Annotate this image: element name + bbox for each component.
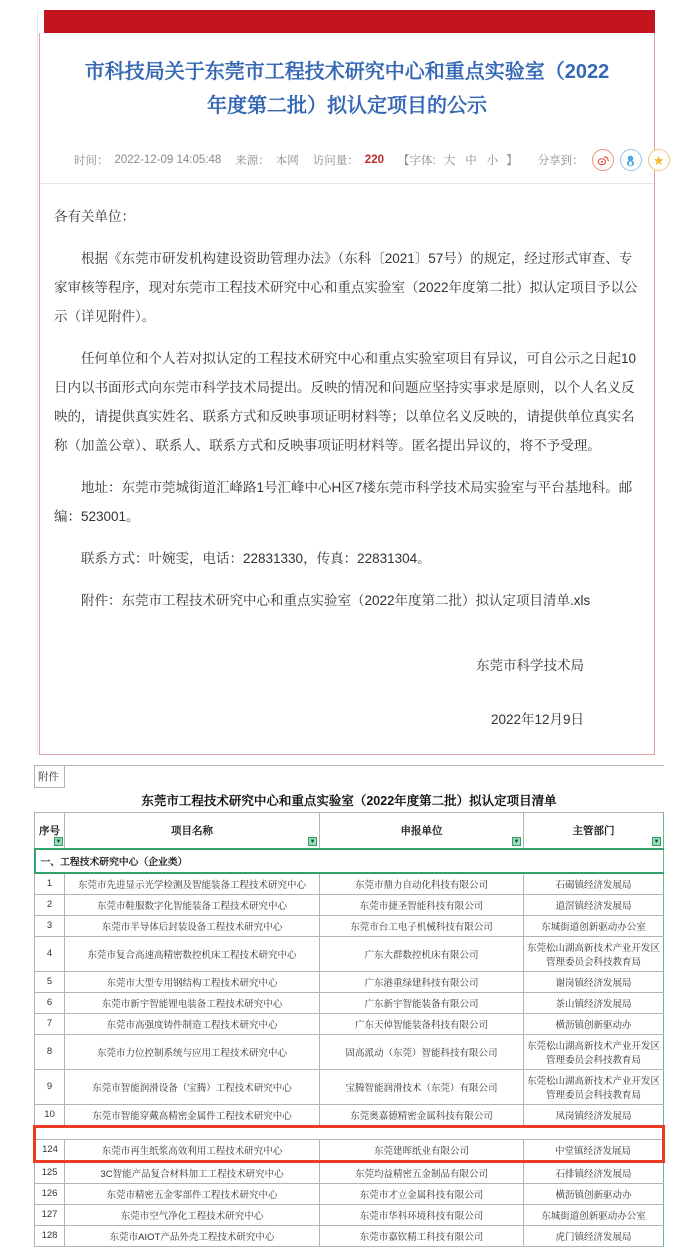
row-no: 6 bbox=[35, 992, 65, 1013]
applicant-name: 东莞均益精密五金制品有限公司 bbox=[320, 1161, 524, 1183]
source-label: 来源： bbox=[235, 155, 270, 167]
row-no: 127 bbox=[35, 1204, 65, 1225]
project-name: 3C智能产品复合材料加工工程技术研究中心 bbox=[65, 1161, 320, 1183]
dept-name: 东城街道创新驱动办公室 bbox=[524, 1204, 664, 1225]
row-no: 128 bbox=[35, 1225, 65, 1246]
applicant-name: 宝腾智能润滑技术（东莞）有限公司 bbox=[320, 1069, 524, 1104]
document-body bbox=[40, 184, 654, 638]
table-row bbox=[35, 1161, 664, 1183]
table-row bbox=[35, 1104, 664, 1126]
project-table bbox=[33, 765, 665, 1247]
applicant-name: 广东大群数控机床有限公司 bbox=[320, 936, 524, 971]
table-row bbox=[35, 1183, 664, 1204]
table-row bbox=[35, 1034, 664, 1069]
paragraph-objection: 任何单位和个人若对拟认定的工程技术研究中心和重点实验室项目有异议，可自公示之日起10日内以书面形式向东莞市科学技术局提出。反映的情况和问题应坚持实事求是原则，以个人名义反映的，请提供真实姓名、联系方式和反映事项证明材料等；以单位名义反映的，请提供单位真实名称（加盖公章）、联系人、联系方式和反映事项证明材料等。匿名提出异议的，将不予受理。 bbox=[54, 351, 637, 454]
table-row bbox=[35, 894, 664, 915]
applicant-name: 广东港重绿建科技有限公司 bbox=[320, 971, 524, 992]
signature-agency: 东莞市科学技术局 bbox=[476, 658, 584, 674]
salutation: 各有关单位： bbox=[54, 209, 135, 224]
applicant-name: 固高派动（东莞）智能科技有限公司 bbox=[320, 1034, 524, 1069]
row-no: 125 bbox=[35, 1161, 65, 1183]
applicant-name: 东莞市才立金属科技有限公司 bbox=[320, 1183, 524, 1204]
table-row bbox=[35, 915, 664, 936]
project-name: 东莞市大型专用钢结构工程技术研究中心 bbox=[65, 971, 320, 992]
dept-name: 虎门镇经济发展局 bbox=[524, 1225, 664, 1246]
table-row bbox=[35, 1069, 664, 1104]
column-header-dept-label: 主管部门 bbox=[572, 824, 615, 837]
attachment-label: 附件 bbox=[35, 766, 65, 788]
filter-dropdown-icon[interactable]: ▼ bbox=[309, 838, 316, 845]
dept-name: 石碣镇经济发展局 bbox=[524, 873, 664, 895]
dept-name: 东莞松山湖高新技术产业开发区管理委员会科技教育局 bbox=[524, 936, 664, 971]
red-top-bar bbox=[44, 10, 655, 33]
project-name: 东莞市空气净化工程技术研究中心 bbox=[65, 1204, 320, 1225]
attachment-label-row bbox=[35, 766, 664, 788]
document-container bbox=[37, 10, 665, 755]
project-name: 东莞市鞋服数字化智能装备工程技术研究中心 bbox=[65, 894, 320, 915]
project-name: 东莞市力位控制系统与应用工程技术研究中心 bbox=[65, 1034, 320, 1069]
font-size-small-button[interactable]: 小 bbox=[486, 155, 499, 167]
column-header-applicant bbox=[320, 813, 524, 849]
dept-name: 东莞松山湖高新技术产业开发区管理委员会科技教育局 bbox=[524, 1034, 664, 1069]
dept-name: 东城街道创新驱动办公室 bbox=[524, 915, 664, 936]
page bbox=[0, 10, 691, 1243]
font-size-close: 】 bbox=[506, 155, 518, 167]
project-name: 东莞市半导体后封装设备工程技术研究中心 bbox=[65, 915, 320, 936]
row-no: 9 bbox=[35, 1069, 65, 1104]
row-no: 10 bbox=[35, 1104, 65, 1126]
applicant-name: 东莞市鼎力自动化科技有限公司 bbox=[320, 873, 524, 895]
project-name: 东莞市精密五金零部件工程技术研究中心 bbox=[65, 1183, 320, 1204]
attachment-section bbox=[0, 765, 691, 1247]
table-row bbox=[35, 1013, 664, 1034]
row-no: 2 bbox=[35, 894, 65, 915]
table-title: 东莞市工程技术研究中心和重点实验室（2022年度第二批）拟认定项目清单 bbox=[141, 794, 557, 809]
dept-name: 谢岗镇经济发展局 bbox=[524, 971, 664, 992]
attachment-link[interactable]: 附件：东莞市工程技术研究中心和重点实验室（2022年度第二批）拟认定项目清单.xls bbox=[81, 593, 591, 609]
row-no: 124 bbox=[35, 1139, 65, 1161]
paragraph-contact: 联系方式：叶婉雯，电话：22831330，传真：22831304。 bbox=[81, 551, 431, 567]
applicant-name: 东莞建晖纸业有限公司 bbox=[320, 1139, 524, 1161]
project-name: 东莞市智能穿戴高精密金属件工程技术研究中心 bbox=[65, 1104, 320, 1126]
project-name: 东莞市复合高速高精密数控机床工程技术研究中心 bbox=[65, 936, 320, 971]
time-label: 时间： bbox=[74, 155, 109, 167]
table-row bbox=[35, 992, 664, 1013]
dept-name: 横沥镇创新驱动办 bbox=[524, 1183, 664, 1204]
dept-name: 凤岗镇经济发展局 bbox=[524, 1104, 664, 1126]
source-value: 本网 bbox=[275, 155, 299, 167]
row-no: 8 bbox=[35, 1034, 65, 1069]
blank-cell bbox=[65, 766, 664, 788]
project-name: 东莞市高强度铸件制造工程技术研究中心 bbox=[65, 1013, 320, 1034]
table-header-row bbox=[35, 813, 664, 849]
filter-dropdown-icon[interactable]: ▼ bbox=[653, 838, 660, 845]
project-name: 东莞市AIOT产品外壳工程技术研究中心 bbox=[65, 1225, 320, 1246]
dept-name: 石排镇经济发展局 bbox=[524, 1161, 664, 1183]
dept-name: 中堂镇经济发展局 bbox=[524, 1139, 664, 1161]
project-table-body bbox=[35, 766, 664, 1247]
column-header-no bbox=[35, 813, 65, 849]
weibo-share-icon[interactable] bbox=[592, 149, 614, 171]
document-card bbox=[39, 33, 665, 755]
dept-name: 横沥镇创新驱动办 bbox=[524, 1013, 664, 1034]
row-no: 126 bbox=[35, 1183, 65, 1204]
applicant-name: 东莞市嘉钦精工科技有限公司 bbox=[320, 1225, 524, 1246]
filter-dropdown-icon[interactable]: ▼ bbox=[513, 838, 520, 845]
table-row bbox=[35, 971, 664, 992]
qzone-share-icon[interactable]: ★ bbox=[648, 149, 670, 171]
table-row bbox=[35, 1204, 664, 1225]
font-size-large-button[interactable]: 大 bbox=[443, 155, 456, 167]
page-title: 市科技局关于东莞市工程技术研究中心和重点实验室（2022年度第二批）拟认定项目的公示 bbox=[84, 61, 610, 117]
applicant-name: 东莞市捷圣智能科技有限公司 bbox=[320, 894, 524, 915]
highlight-gap-row bbox=[35, 1126, 664, 1139]
paragraph-address: 地址：东莞市莞城街道汇峰路1号汇峰中心H区7楼东莞市科学技术局实验室与平台基地科。邮编：523001。 bbox=[54, 480, 633, 525]
project-name: 东莞市先进显示光学检测及智能装备工程技术研究中心 bbox=[65, 873, 320, 895]
dept-name: 茶山镇经济发展局 bbox=[524, 992, 664, 1013]
row-no: 3 bbox=[35, 915, 65, 936]
visits-count: 220 bbox=[364, 154, 384, 166]
time-value: 2022-12-09 14:05:48 bbox=[114, 154, 222, 166]
meta-bar bbox=[40, 137, 665, 184]
filter-dropdown-icon[interactable]: ▼ bbox=[55, 838, 62, 845]
font-size-medium-button[interactable]: 中 bbox=[465, 155, 477, 167]
row-no: 5 bbox=[35, 971, 65, 992]
table-row bbox=[35, 873, 664, 895]
dept-name: 道滘镇经济发展局 bbox=[524, 894, 664, 915]
paragraph-basis: 根据《东莞市研发机构建设资助管理办法》（东科〔2021〕57号）的规定，经过形式审查、专家审核等程序，现对东莞市工程技术研究中心和重点实验室（2022年度第二批）拟认定项目予以公示（详见附件）。 bbox=[54, 251, 638, 325]
section-header-row bbox=[35, 849, 664, 873]
table-row bbox=[35, 1225, 664, 1246]
column-header-project bbox=[65, 813, 320, 849]
column-header-no-label: 序号 bbox=[39, 824, 60, 837]
highlight-gap-cell bbox=[35, 1126, 664, 1139]
table-row bbox=[35, 1139, 664, 1161]
row-no: 4 bbox=[35, 936, 65, 971]
section-header: 一、工程技术研究中心（企业类） bbox=[35, 849, 664, 873]
column-header-project-label: 项目名称 bbox=[171, 824, 213, 837]
applicant-name: 广东新宇智能装备有限公司 bbox=[320, 992, 524, 1013]
qq-share-icon[interactable] bbox=[620, 149, 642, 171]
project-name: 东莞市新宇智能锂电装备工程技术研究中心 bbox=[65, 992, 320, 1013]
table-row bbox=[35, 936, 664, 971]
table-title-row bbox=[35, 788, 664, 813]
column-header-dept bbox=[524, 813, 664, 849]
row-no: 1 bbox=[35, 873, 65, 895]
applicant-name: 东莞奥嘉德精密金属科技有限公司 bbox=[320, 1104, 524, 1126]
signature-date: 2022年12月9日 bbox=[490, 712, 584, 728]
signature-block bbox=[40, 638, 654, 754]
applicant-name: 东莞市华科环境科技有限公司 bbox=[320, 1204, 524, 1225]
row-no: 7 bbox=[35, 1013, 65, 1034]
applicant-name: 东莞市台工电子机械科技有限公司 bbox=[320, 915, 524, 936]
dept-name: 东莞松山湖高新技术产业开发区管理委员会科技教育局 bbox=[524, 1069, 664, 1104]
share-icons bbox=[592, 149, 670, 171]
font-size-open: 【字体: bbox=[397, 155, 436, 167]
applicant-name: 广东天倬智能装备科技有限公司 bbox=[320, 1013, 524, 1034]
project-name: 东莞市智能润滑设备（宝腾）工程技术研究中心 bbox=[65, 1069, 320, 1104]
column-header-applicant-label: 申报单位 bbox=[400, 824, 443, 837]
share-label: 分享到： bbox=[537, 155, 584, 167]
project-name: 东莞市再生纸浆高效利用工程技术研究中心 bbox=[65, 1139, 320, 1161]
visits-label: 访问量： bbox=[312, 155, 359, 167]
